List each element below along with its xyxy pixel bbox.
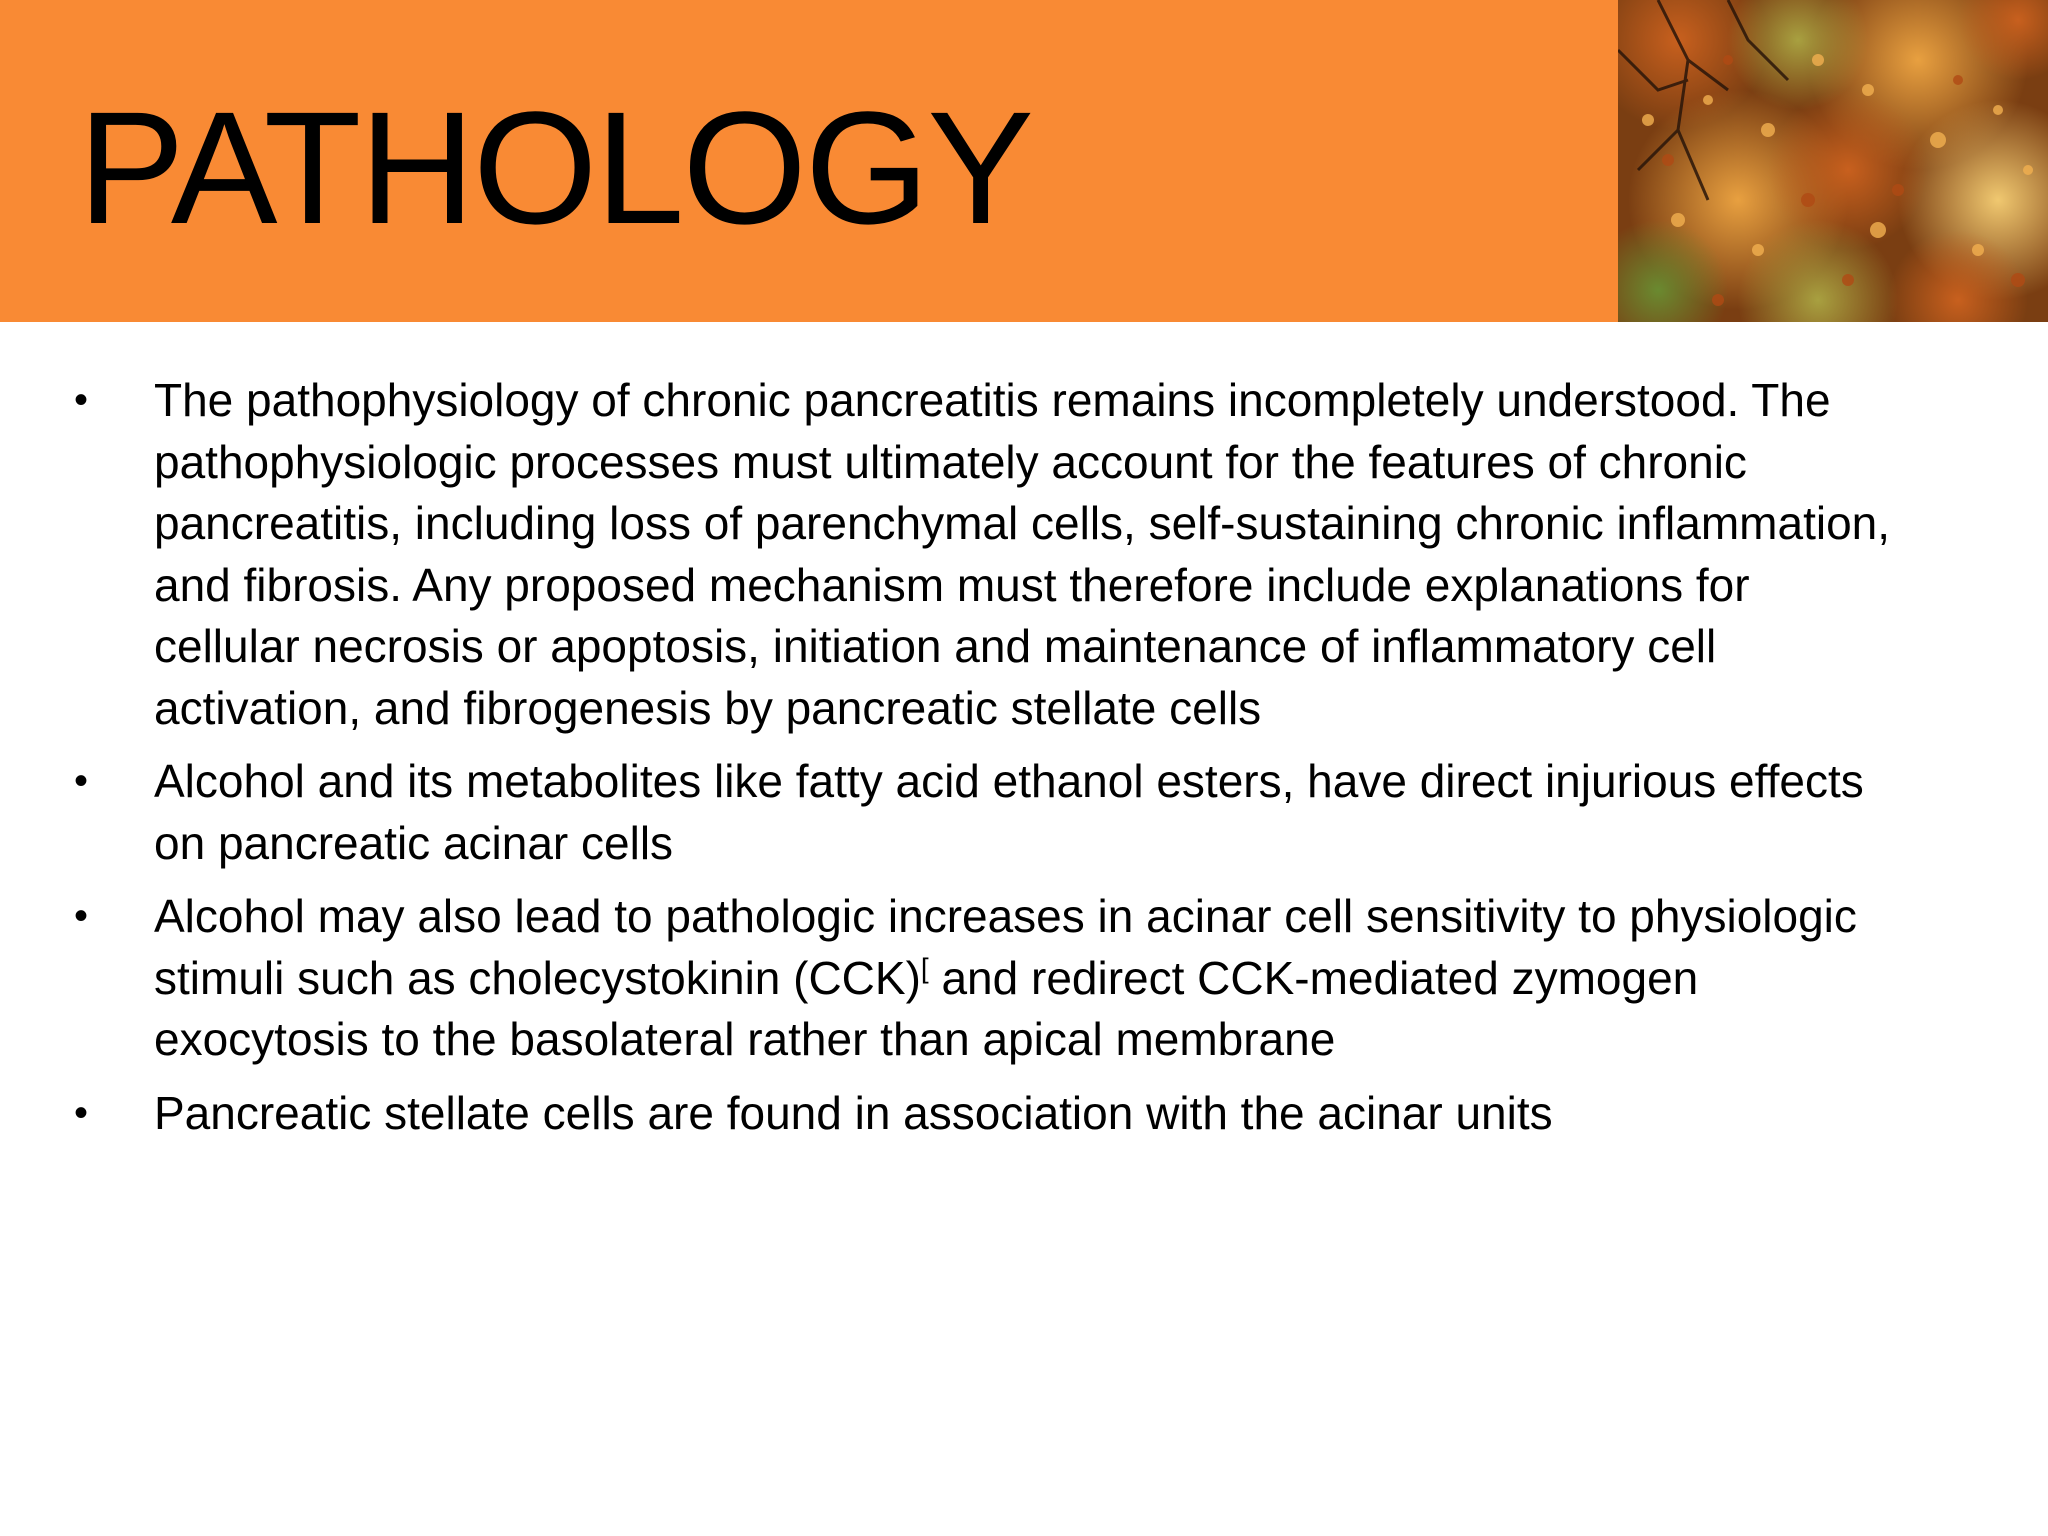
bullet-icon: •	[74, 894, 89, 938]
bullet-item	[0, 886, 2048, 1071]
bullet-text-part: Alcohol may also lead to pathologic increases in acinar cell sensitivity to physiologic stimuli such as cholecystokinin (CCK)	[154, 890, 1857, 1004]
slide-title: PATHOLOGY	[78, 78, 1033, 257]
bullet-text	[154, 890, 1857, 1065]
bullet-text: Alcohol and its metabolites like fatty acid ethanol esters, have direct injurious effects on pancreatic acinar cells	[154, 755, 1864, 869]
bullet-text: Pancreatic stellate cells are found in association with the acinar units	[154, 1086, 1553, 1139]
bullet-item	[0, 751, 2048, 874]
slide-body	[0, 370, 2048, 1156]
bullet-text: The pathophysiology of chronic pancreatitis remains incompletely understood. The pathophysiologic processes must ultimately account for the features of chronic pancreatitis, including loss of parenchymal cells, self-sustaining chronic inflammation, and fibrosis. Any proposed mechanism must therefore include explanations for cellular necrosis or apoptosis, initiation and maintenance of inflammatory cell activation, and fibrogenesis by pancreatic stellate cells	[154, 374, 1891, 734]
bullet-icon: •	[74, 378, 89, 422]
bullet-item	[0, 370, 2048, 739]
bullet-list	[0, 370, 2048, 1144]
title-header-band	[0, 0, 1618, 322]
bullet-item	[0, 1083, 2048, 1145]
bullet-icon: •	[74, 1090, 89, 1135]
citation-superscript: [	[920, 952, 929, 984]
autumn-foliage-image	[1618, 0, 2048, 322]
bullet-icon: •	[74, 759, 89, 803]
bullet-text-part: and redirect CCK-mediated zymogen exocytosis to the basolateral rather than apical membrane	[154, 951, 1699, 1065]
